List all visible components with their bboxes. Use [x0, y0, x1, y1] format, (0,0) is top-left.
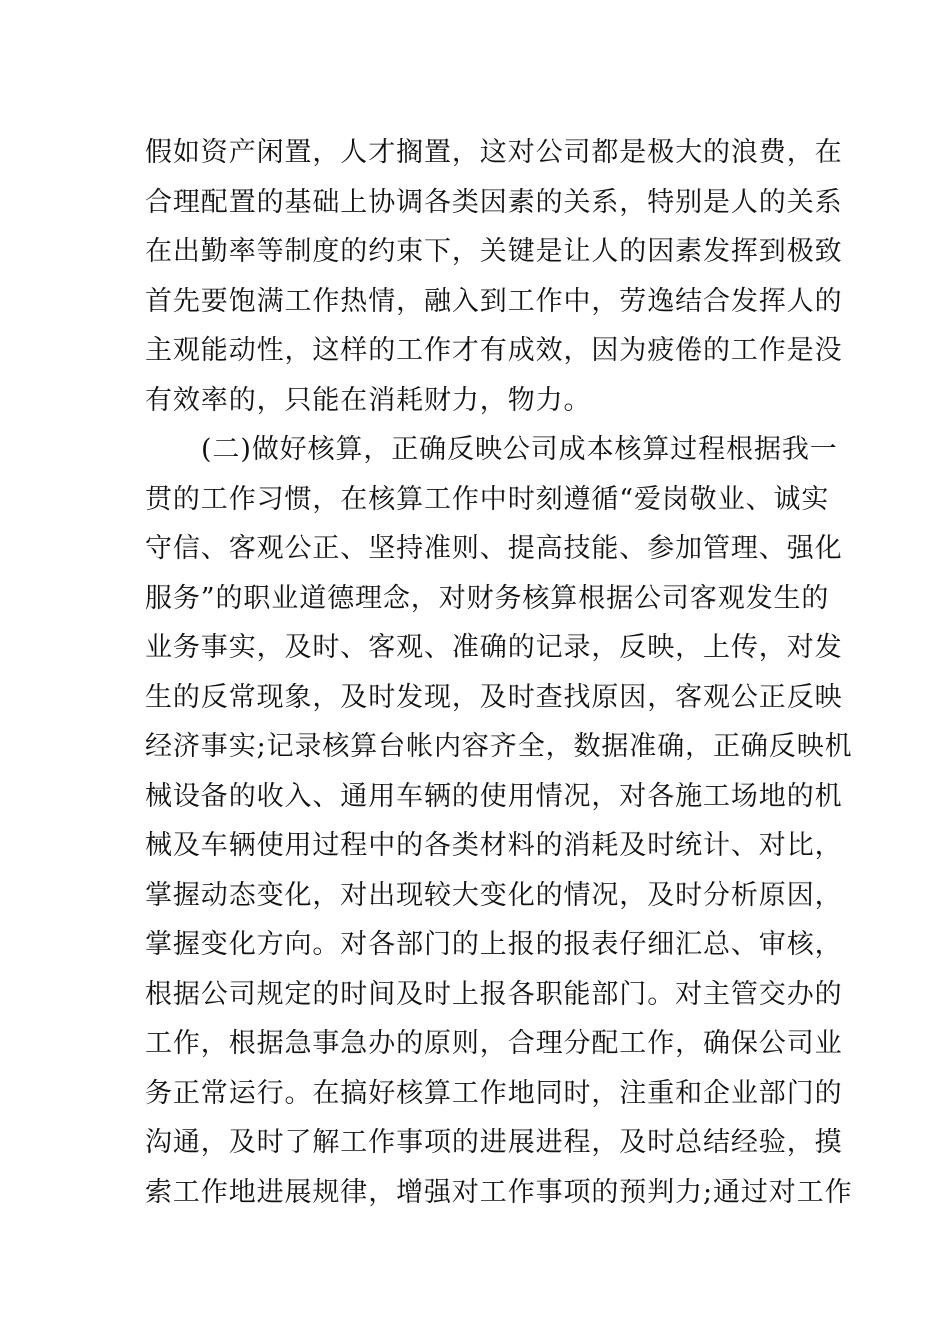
text-line: 掌握变化方向。对各部门的上报的报表仔细汇总、审核， [145, 929, 843, 960]
text-line: 沟通，及时了解工作事项的进展进程，及时总结经验，摸 [145, 1127, 843, 1158]
text-line: 械及车辆使用过程中的各类材料的消耗及时统计、对比， [145, 830, 843, 861]
text-line: 生的反常现象，及时发现，及时查找原因，客观公正反映 [145, 681, 843, 713]
text-line: 业务事实，及时、客观、准确的记录，反映，上传，对发 [145, 632, 843, 663]
text-line: 务正常运行。在搞好核算工作地同时，注重和企业部门的 [145, 1077, 843, 1109]
text-line: 在出勤率等制度的约束下，关键是让人的因素发挥到极致 [145, 236, 843, 267]
text-line: 合理配置的基础上协调各类因素的关系，特别是人的关系 [145, 186, 843, 218]
text-line: 工作，根据急事急办的原则，合理分配工作，确保公司业 [145, 1028, 843, 1059]
text-line: 有效率的，只能在消耗财力，物力。 [145, 384, 592, 416]
body-text [145, 128, 853, 1217]
text-line: 掌握动态变化，对出现较大变化的情况，及时分析原因， [145, 879, 843, 911]
text-line: 首先要饱满工作热情，融入到工作中，劳逸结合发挥人的 [145, 285, 843, 317]
text-line: 假如资产闲置，人才搁置，这对公司都是极大的浪费，在 [145, 137, 843, 168]
text-line: 根据公司规定的时间及时上报各职能部门。对主管交办的 [145, 978, 843, 1010]
section-heading-line: (二)做好核算，正确反映公司成本核算过程根据我一 [201, 434, 838, 465]
text-line: 索工作地进展规律，增强对工作事项的预判力;通过对工作 [145, 1176, 853, 1208]
text-line: 服务”的职业道德理念，对财务核算根据公司客观发生的 [145, 582, 830, 614]
text-line: 械设备的收入、通用车辆的使用情况，对各施工场地的机 [145, 780, 843, 812]
text-line: 守信、客观公正、坚持准则、提高技能、参加管理、强化 [145, 533, 843, 564]
text-line: 贯的工作习惯，在核算工作中时刻遵循“爱岗敬业、诚实 [145, 483, 830, 515]
text-line: 主观能动性，这样的工作才有成效，因为疲倦的工作是没 [145, 335, 843, 366]
text-line: 经济事实;记录核算台帐内容齐全，数据准确，正确反映机 [145, 731, 853, 762]
